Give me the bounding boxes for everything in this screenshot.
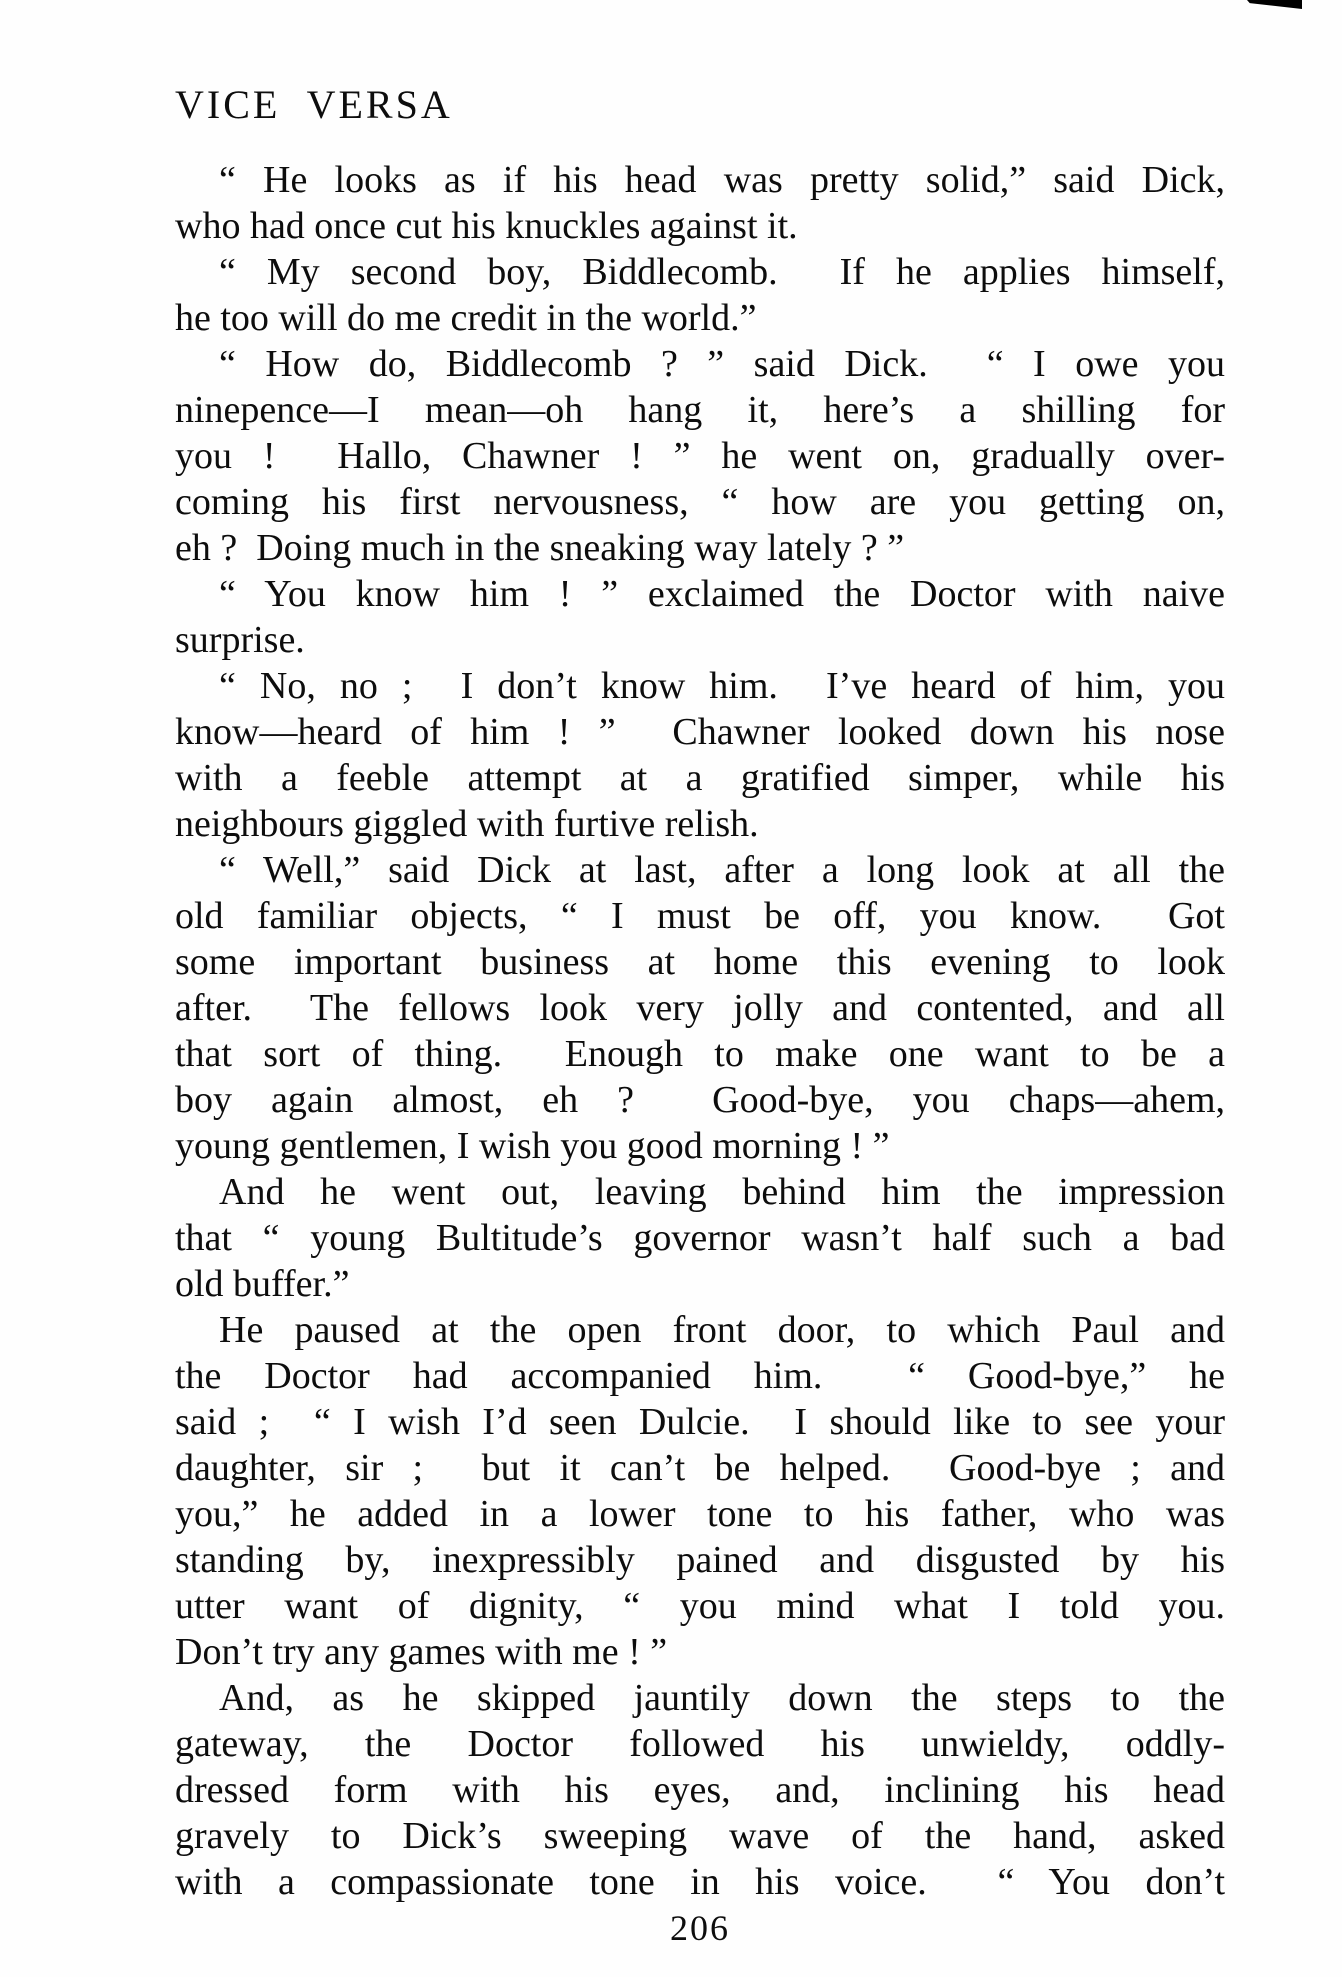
text-line: “ You know him ! ” exclaimed the Doctor with naive: [219, 573, 1225, 615]
paragraph: [175, 847, 1225, 1169]
scan-artifact: [1247, 0, 1302, 9]
text-line: gateway, the Doctor followed his unwieldy, oddly-: [175, 1723, 1225, 1765]
text-line: said ; “ I wish I’d seen Dulcie. I should like to see your: [175, 1401, 1225, 1443]
text-line: surprise.: [175, 619, 305, 661]
paragraphs: [175, 157, 1225, 1905]
paragraph: [175, 571, 1225, 663]
text-line: “ My second boy, Biddlecomb. If he applies himself,: [219, 251, 1225, 293]
text-line: he too will do me credit in the world.”: [175, 297, 757, 339]
text-line: some important business at home this evening to look: [175, 941, 1225, 983]
text-line: after. The fellows look very jolly and contented, and all: [175, 987, 1225, 1029]
text-line: “ No, no ; I don’t know him. I’ve heard of him, you: [219, 665, 1225, 707]
text-line: ninepence—I mean—oh hang it, here’s a shilling for: [175, 389, 1225, 431]
text-line: boy again almost, eh ? Good-bye, you chaps—ahem,: [175, 1079, 1225, 1121]
text-line: neighbours giggled with furtive relish.: [175, 803, 759, 845]
text-line: dressed form with his eyes, and, inclining his head: [175, 1769, 1225, 1811]
text-line: He paused at the open front door, to which Paul and: [219, 1309, 1225, 1351]
text-line: old buffer.”: [175, 1263, 350, 1305]
text-line: that sort of thing. Enough to make one want to be a: [175, 1033, 1225, 1075]
paragraph: [175, 1675, 1225, 1905]
text-line: eh ? Doing much in the sneaking way lately ? ”: [175, 527, 905, 569]
text-line: old familiar objects, “ I must be off, you know. Got: [175, 895, 1225, 937]
text-line: daughter, sir ; but it can’t be helped. Good-bye ; and: [175, 1447, 1225, 1489]
text-line: Don’t try any games with me ! ”: [175, 1631, 668, 1673]
text-line: that “ young Bultitude’s governor wasn’t half such a bad: [175, 1217, 1225, 1259]
text-line: gravely to Dick’s sweeping wave of the hand, asked: [175, 1815, 1225, 1857]
paragraph: [175, 157, 1225, 249]
text-line: you,” he added in a lower tone to his father, who was: [175, 1493, 1225, 1535]
running-header: VICE VERSA: [175, 82, 453, 127]
paragraph: [175, 1307, 1225, 1675]
text-line: with a feeble attempt at a gratified simper, while his: [175, 757, 1225, 799]
text-line: utter want of dignity, “ you mind what I told you.: [175, 1585, 1225, 1627]
text-line: “ How do, Biddlecomb ? ” said Dick. “ I owe you: [219, 343, 1225, 385]
text-line: standing by, inexpressibly pained and disgusted by his: [175, 1539, 1225, 1581]
text-line: “ He looks as if his head was pretty solid,” said Dick,: [219, 159, 1225, 201]
text-line: the Doctor had accompanied him. “ Good-bye,” he: [175, 1355, 1225, 1397]
text-line: with a compassionate tone in his voice. “ You don’t: [175, 1861, 1225, 1903]
paragraph: [175, 1169, 1225, 1307]
page-number: 206: [670, 1908, 730, 1948]
text-line: “ Well,” said Dick at last, after a long look at all the: [219, 849, 1225, 891]
page-content: [175, 84, 1225, 1951]
text-line: coming his first nervousness, “ how are you getting on,: [175, 481, 1225, 523]
text-line: know—heard of him ! ” Chawner looked down his nose: [175, 711, 1225, 753]
text-line: And he went out, leaving behind him the impression: [219, 1171, 1225, 1213]
text-line: young gentlemen, I wish you good morning ! ”: [175, 1125, 890, 1167]
paragraph: [175, 663, 1225, 847]
text-line: who had once cut his knuckles against it.: [175, 205, 798, 247]
text-line: And, as he skipped jauntily down the steps to the: [219, 1677, 1225, 1719]
text-line: you ! Hallo, Chawner ! ” he went on, gradually over-: [175, 435, 1225, 477]
paragraph: [175, 341, 1225, 571]
paragraph: [175, 249, 1225, 341]
